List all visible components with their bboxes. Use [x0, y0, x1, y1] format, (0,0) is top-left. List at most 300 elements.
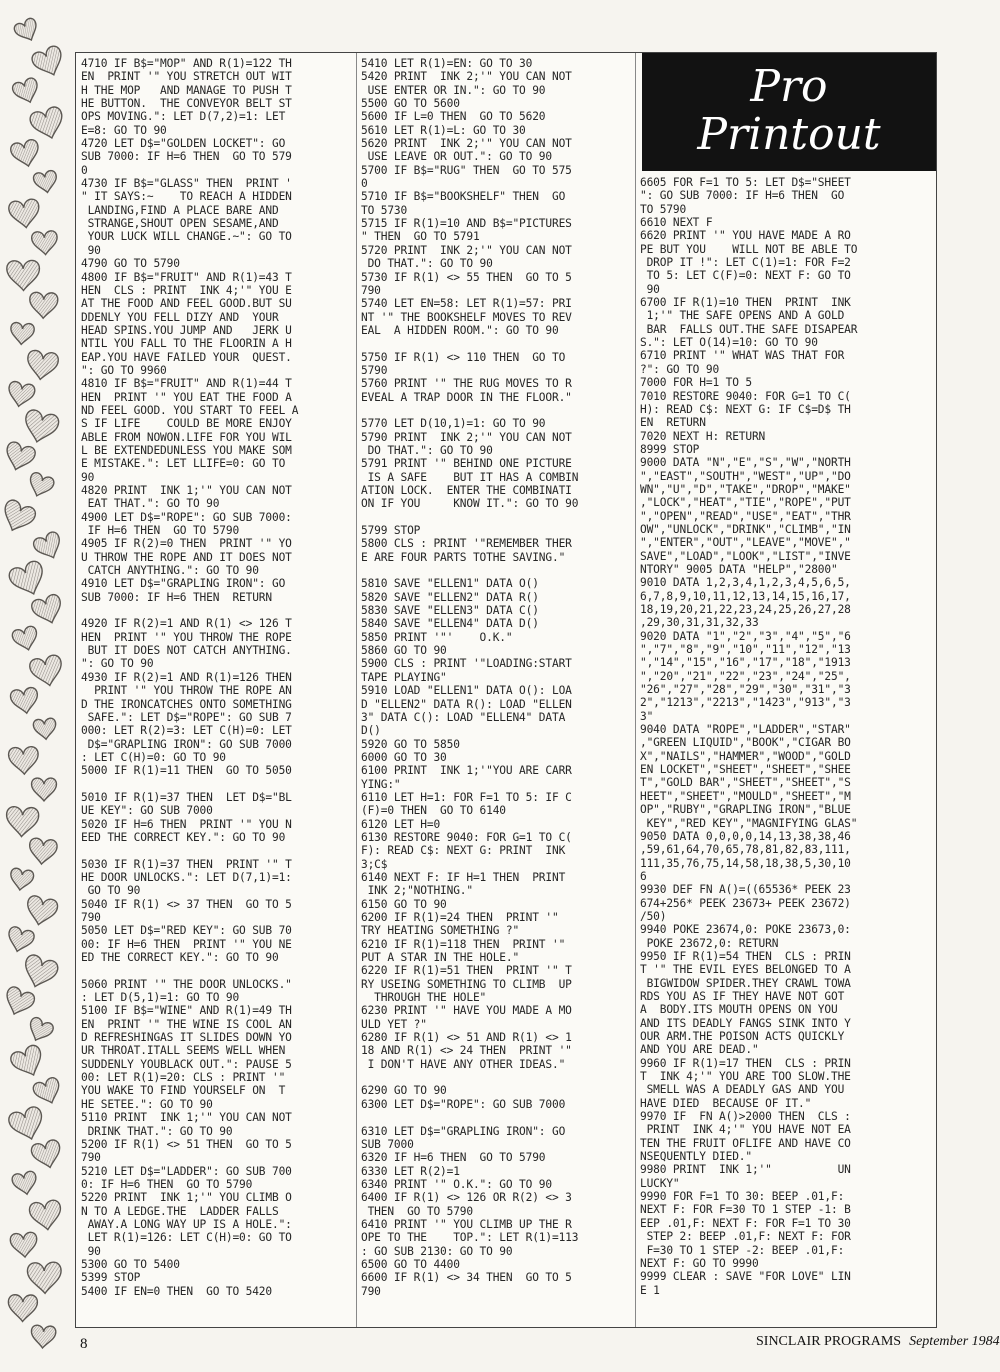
code-line: 5420 PRINT INK 2;'" YOU CAN NOT — [361, 70, 572, 84]
code-line: ": GO TO 90 — [81, 657, 154, 671]
code-line: 111,35,76,75,14,58,18,38,5,30,10 — [640, 856, 851, 870]
code-line: " IT SAYS:~ TO REACH A HIDDEN — [81, 190, 292, 204]
heart-icon — [25, 1016, 55, 1045]
code-line: 4900 LET D$="ROPE": GO SUB 7000: — [81, 510, 292, 524]
code-line: PRINT INK 4;'" YOU HAVE NOT EA — [640, 1123, 851, 1137]
code-line: 6320 IF H=6 THEN GO TO 5790 — [361, 1151, 546, 1165]
listing-column-3 — [640, 176, 930, 1297]
code-line: 9050 DATA 0,0,0,0,14,13,38,38,46 — [640, 829, 851, 843]
code-line: DRINK THAT.": GO TO 90 — [81, 1124, 233, 1138]
code-line: E ARE FOUR PARTS TOTHE SAVING." — [361, 550, 566, 564]
code-line: 5100 IF B$="WINE" AND R(1)=49 TH — [81, 1004, 292, 1018]
code-line: PE BUT YOU WILL NOT BE ABLE TO — [640, 242, 858, 256]
heart-icon — [20, 953, 60, 992]
heart-icon — [11, 1170, 39, 1196]
code-line: 5790 PRINT INK 2;'" YOU CAN NOT — [361, 430, 572, 444]
code-line: SUDDENLY YOUBLACK OUT.": PAUSE 5 — [81, 1057, 292, 1071]
code-line: 90 — [81, 243, 101, 257]
heart-icon — [30, 1139, 64, 1171]
code-line: E MISTAKE.": LET LLIFE=0: GO TO — [81, 457, 286, 471]
code-line: ATION LOCK. ENTER THE COMBINATI — [361, 484, 572, 497]
code-line: SUB 7000: IF H=6 THEN RETURN — [81, 590, 272, 604]
code-line: 4800 IF B$="FRUIT" AND R(1)=43 T — [81, 270, 292, 284]
code-line: 00: LET R(1)=20: CLS : PRINT '" — [81, 1071, 286, 1085]
code-line: 9040 DATA "ROPE","LADDER","STAR" — [640, 723, 851, 737]
heart-border-decoration — [0, 0, 70, 1372]
heart-icon — [8, 198, 41, 229]
listing-frame — [75, 52, 937, 1328]
code-line: HEN PRINT '" YOU THROW THE ROPE — [81, 630, 292, 644]
code-line: 5220 PRINT INK 1;'" YOU CLIMB O — [81, 1191, 292, 1205]
code-line: HE BUTTON. THE CONVEYOR BELT ST — [81, 97, 292, 111]
code-line: 4810 IF B$="FRUIT" AND R(1)=44 T — [81, 377, 292, 391]
code-line: 790 — [361, 283, 381, 297]
code-line: GO TO 90 — [81, 884, 141, 898]
code-line: NTORY" 9005 DATA "HELP","2800" — [640, 562, 838, 576]
code-line — [81, 778, 351, 791]
code-line: LUCKY" — [640, 1176, 680, 1190]
code-line: T '" THE EVIL EYES BELONGED TO A — [640, 963, 851, 977]
page-number: 8 — [80, 1336, 88, 1352]
heart-icon — [8, 746, 39, 775]
code-line: 5760 PRINT '" THE RUG MOVES TO R — [361, 377, 572, 391]
code-line: TRY HEATING SOMETHING ?" — [361, 924, 520, 938]
code-line: 4910 LET D$="GRAPLING IRON": GO — [81, 577, 286, 591]
code-line: ","EAST","SOUTH","WEST","UP","DO — [640, 469, 851, 483]
code-line: ?": GO TO 90 — [640, 362, 720, 376]
code-line: AWAY.A LONG WAY UP IS A HOLE.": — [81, 1217, 292, 1231]
code-line: 6110 LET H=1: FOR F=1 TO 5: IF C — [361, 790, 572, 804]
code-line: 5200 IF R(1) <> 51 THEN GO TO 5 — [81, 1137, 292, 1151]
code-line: ","7","8","9","10","11","12","13 — [640, 643, 851, 657]
code-line: 5000 IF R(1)=11 THEN GO TO 5050 — [81, 764, 292, 778]
code-line: 790 — [81, 911, 101, 924]
code-line: 6220 IF R(1)=51 THEN PRINT '" T — [361, 964, 572, 978]
code-line: STEP 2: BEEP .01,F: NEXT F: FOR — [640, 1230, 851, 1244]
code-line: 9950 IF R(1)=54 THEN CLS : PRIN — [640, 949, 851, 963]
heart-icon — [5, 926, 36, 955]
code-line: 9970 IF FN A()>2000 THEN CLS : — [640, 1110, 851, 1124]
code-line: 5500 GO TO 5600 — [361, 97, 460, 111]
code-line — [81, 604, 351, 617]
code-line: ","OPEN","READ","USE","EAT","THR — [640, 509, 851, 523]
code-line: EN PRINT '" THE WINE IS COOL AN — [81, 1017, 292, 1031]
code-line: 6230 PRINT '" HAVE YOU MADE A MO — [361, 1004, 572, 1018]
code-line: 18 AND R(1) <> 24 THEN PRINT '" — [361, 1044, 572, 1058]
code-line: POKE 23672,0: RETURN — [640, 936, 779, 950]
code-line: PRINT '" YOU THROW THE ROPE AN — [81, 684, 292, 698]
code-line: HE DOOR UNLOCKS.": LET D(7,1)=1: — [81, 870, 292, 884]
code-line: 5060 PRINT '" THE DOOR UNLOCKS." — [81, 977, 292, 991]
heart-icon — [8, 1295, 37, 1322]
code-line: DROP IT !": LET C(1)=1: FOR F=2 — [640, 256, 851, 270]
code-line: EED THE CORRECT KEY.": GO TO 90 — [81, 830, 286, 844]
code-line: "26","27","28","29","30","31","3 — [640, 683, 851, 697]
code-line: 5860 GO TO 90 — [361, 644, 447, 658]
code-line: BAR FALLS OUT.THE SAFE DISAPEAR — [640, 322, 858, 336]
code-line: 5900 CLS : PRINT '"LOADING:START — [361, 657, 572, 671]
code-line: 5740 LET EN=58: LET R(1)=57: PRI — [361, 297, 572, 311]
code-line: 5750 IF R(1) <> 110 THEN GO TO — [361, 350, 566, 364]
code-line: L BE EXTENDEDUNLESS YOU MAKE SOM — [81, 443, 292, 457]
code-line: NEXT F: GO TO 9990 — [640, 1256, 759, 1270]
code-line: 4720 LET D$="GOLDEN LOCKET": GO — [81, 137, 286, 151]
code-line: IF H=6 THEN GO TO 5790 — [81, 524, 240, 538]
code-line: 9980 PRINT INK 1;'" UN — [640, 1163, 851, 1177]
code-line: ,29,30,31,31,32,33 — [640, 616, 759, 630]
code-line — [361, 337, 631, 350]
heart-icon — [0, 498, 38, 536]
code-line: A BODY.ITS MOUTH OPENS ON YOU — [640, 1003, 838, 1017]
code-line: 00: IF H=6 THEN PRINT '" YOU NE — [81, 937, 292, 951]
code-line: 6605 FOR F=1 TO 5: LET D$="SHEET — [640, 176, 851, 189]
code-line: HEAD SPINS.YOU JUMP AND JERK U — [81, 323, 292, 337]
code-line: 5920 GO TO 5850 — [361, 737, 460, 751]
code-line: SAVE","LOAD","LOOK","LIST","INVE — [640, 549, 851, 563]
code-line: 90 — [81, 1244, 101, 1258]
code-line: YOU WAKE TO FIND YOURSELF ON T — [81, 1084, 286, 1098]
code-line: DO THAT.": GO TO 90 — [361, 257, 493, 271]
code-line: 5210 LET D$="LADDER": GO SUB 700 — [81, 1164, 292, 1178]
code-line: 6290 GO TO 90 — [361, 1084, 447, 1098]
code-line: 5600 IF L=0 THEN GO TO 5620 — [361, 110, 546, 124]
code-line: YOUR LUCK WILL CHANGE.~": GO TO — [81, 230, 292, 244]
code-line: 4710 IF B$="MOP" AND R(1)=122 TH — [81, 57, 292, 70]
code-line: TO 5: LET C(F)=0: NEXT F: GO TO — [640, 269, 851, 283]
code-line: BUT IT DOES NOT CATCH ANYTHING. — [81, 644, 292, 658]
issue-date: September 1984 — [909, 1334, 1000, 1349]
code-line: 790 — [361, 1284, 381, 1298]
heart-icon — [7, 260, 40, 290]
code-line: 6100 PRINT INK 1;'"YOU ARE CARR — [361, 764, 572, 778]
code-line: N TO A LEDGE.THE LADDER FALLS — [81, 1204, 279, 1218]
code-line: THEN GO TO 5790 — [361, 1204, 473, 1218]
code-line: (F)=0 THEN GO TO 6140 — [361, 804, 506, 818]
code-line: ": GO SUB 7000: IF H=6 THEN GO — [640, 189, 845, 203]
code-line: OP","RUBY","GRAPLING IRON","BLUE — [640, 803, 851, 817]
code-line: INK 2;"NOTHING." — [361, 884, 473, 898]
code-line: 4820 PRINT INK 1;'" YOU CAN NOT — [81, 484, 292, 497]
code-line: 6200 IF R(1)=24 THEN PRINT '" — [361, 911, 559, 924]
code-line: 5800 CLS : PRINT '"REMEMBER THER — [361, 537, 572, 551]
heart-icon — [10, 1232, 38, 1258]
code-line: D$="GRAPLING IRON": GO SUB 7000 — [81, 737, 292, 751]
code-line: " THEN GO TO 5791 — [361, 230, 480, 244]
code-line: 6700 IF R(1)=10 THEN PRINT INK — [640, 296, 851, 310]
code-line: LANDING,FIND A PLACE BARE AND — [81, 203, 279, 217]
code-line: 5400 IF EN=0 THEN GO TO 5420 — [81, 1284, 272, 1298]
code-line: EEP .01,F: NEXT F: FOR F=1 TO 30 — [640, 1216, 851, 1230]
code-line: 6620 PRINT '" YOU HAVE MADE A RO — [640, 229, 851, 243]
code-line: 6,7,8,9,10,11,12,13,14,15,16,17, — [640, 589, 851, 603]
code-line: ULD YET ?" — [361, 1017, 427, 1031]
code-line: 4930 IF R(2)=1 AND R(1)=126 THEN — [81, 670, 292, 684]
code-line: AND YOU ARE DEAD." — [640, 1043, 759, 1057]
code-line: 5050 LET D$="RED KEY": GO SUB 70 — [81, 924, 292, 938]
code-line: AT THE FOOD AND FEEL GOOD.BUT SU — [81, 297, 292, 311]
code-line: 5770 LET D(10,1)=1: GO TO 90 — [361, 417, 546, 431]
code-line: T INK 4;'" YOU ARE TOO SLOW.THE — [640, 1070, 851, 1084]
code-line: TO 5730 — [361, 203, 408, 217]
code-line — [361, 1111, 631, 1124]
code-line: 5830 SAVE "ELLEN3" DATA C() — [361, 604, 539, 618]
pro-printout-banner — [642, 53, 936, 171]
code-line: ","14","15","16","17","18","1913 — [640, 656, 851, 670]
code-line: OUR ARM.THE POISON ACTS QUICKLY — [640, 1030, 845, 1043]
heart-icon — [28, 838, 58, 866]
code-line: ,"GREEN LIQUID","BOOK","CIGAR BO — [640, 736, 851, 750]
code-line: USE ENTER OR IN.": GO TO 90 — [361, 83, 546, 97]
code-line: 5840 SAVE "ELLEN4" DATA D() — [361, 617, 539, 631]
code-line: SUB 7000: IF H=6 THEN GO TO 579 — [81, 150, 292, 164]
heart-icon — [11, 625, 40, 653]
heart-icon — [27, 1262, 62, 1294]
code-line: HEN PRINT '" YOU EAT THE FOOD A — [81, 390, 292, 404]
code-line: 5710 IF B$="BOOKSHELF" THEN GO — [361, 190, 566, 204]
code-line: EAT THAT.": GO TO 90 — [81, 497, 220, 511]
code-line: 790 — [81, 1151, 101, 1165]
code-line: 5030 IF R(1)=37 THEN PRINT '" T — [81, 857, 292, 871]
code-line: ND FEEL GOOD. YOU START TO FEEL A — [81, 403, 299, 417]
code-line: TAPE PLAYING" — [361, 670, 447, 684]
code-line: I DON'T HAVE ANY OTHER IDEAS." — [361, 1057, 566, 1071]
code-line: 6500 GO TO 4400 — [361, 1257, 460, 1271]
code-line: KEY","RED KEY","MAGNIFYING GLAS" — [640, 816, 858, 830]
code-line: 4730 IF B$="GLASS" THEN PRINT ' — [81, 177, 292, 191]
heart-icon — [28, 1199, 63, 1232]
code-line: DO THAT.": GO TO 90 — [361, 443, 493, 457]
code-line: 5715 IF R(1)=10 AND B$="PICTURES — [361, 217, 572, 231]
code-line: F=30 TO 1 STEP -2: BEEP .01,F: — [640, 1243, 845, 1257]
code-line: OPE TO THE TOP.": LET R(1)=113 — [361, 1231, 579, 1245]
code-line: SUB 7000 — [361, 1137, 414, 1151]
code-line: T","GOLD BAR","SHEET","SHEET","S — [640, 776, 851, 790]
heart-icon — [26, 471, 56, 500]
code-line: 9960 IF R(1)=17 THEN CLS : PRIN — [640, 1056, 851, 1070]
code-line: 674+256* PEEK 23673+ PEEK 23672) — [640, 896, 851, 910]
code-line: 000: LET R(2)=3: LET C(H)=0: LET — [81, 724, 292, 738]
code-line: 90 — [640, 282, 660, 296]
code-line: D "ELLEN2" DATA R(): LOAD "ELLEN — [361, 697, 572, 711]
code-line: 8999 STOP — [640, 442, 700, 456]
code-line: S IF LIFE COULD BE MORE ENJOY — [81, 417, 292, 431]
code-line: 6610 NEXT F — [640, 216, 713, 230]
code-line: 7010 RESTORE 9040: FOR G=1 TO C( — [640, 389, 851, 403]
code-line: 5790 — [361, 363, 388, 377]
code-line: EN PRINT '" YOU STRETCH OUT WIT — [81, 70, 292, 84]
code-line: 5300 GO TO 5400 — [81, 1257, 180, 1271]
code-line: HEET","SHEET","MOULD","SHEET","M — [640, 789, 851, 803]
heart-icon — [11, 77, 42, 107]
code-line: NTIL YOU FALL TO THE FLOORIN A H — [81, 337, 292, 351]
code-line: 6330 LET R(2)=1 — [361, 1164, 460, 1178]
heart-icon — [31, 230, 58, 255]
code-line: 5910 LOAD "ELLEN1" DATA O(): LOA — [361, 684, 572, 698]
code-line — [361, 1071, 631, 1084]
magazine-footer — [756, 1334, 1000, 1350]
column-divider — [635, 53, 636, 1327]
code-line: 4920 IF R(2)=1 AND R(1) <> 126 T — [81, 617, 292, 631]
code-line: 6130 RESTORE 9040: FOR G=1 TO C( — [361, 830, 572, 844]
code-line: E 1 — [640, 1283, 660, 1297]
heart-icon — [28, 654, 65, 689]
heart-icon — [24, 895, 59, 928]
heart-icon — [33, 170, 59, 195]
code-line: EN LOCKET","SHEET","SHEET","SHEE — [640, 763, 851, 777]
code-line: EAP.YOU HAVE FAILED YOUR QUEST. — [81, 350, 292, 364]
code-line: 5700 IF B$="RUG" THEN GO TO 575 — [361, 163, 572, 177]
code-line: : LET D(5,1)=1: GO TO 90 — [81, 991, 240, 1005]
code-line — [361, 564, 631, 577]
code-line: HEN CLS : PRINT INK 4;'" YOU E — [81, 283, 292, 297]
code-line: 5730 IF R(1) <> 55 THEN GO TO 5 — [361, 270, 572, 284]
code-line: X","NAILS","HAMMER","WOOD","GOLD — [640, 749, 851, 763]
code-line: OPS MOVING.": LET D(7,2)=1: LET — [81, 110, 286, 124]
code-line: TEN THE FRUIT OFLIFE AND HAVE CO — [640, 1136, 851, 1150]
code-line: 5850 PRINT '"' O.K." — [361, 630, 513, 644]
code-line: 6600 IF R(1) <> 34 THEN GO TO 5 — [361, 1271, 572, 1285]
code-line: 6340 PRINT '" O.K.": GO TO 90 — [361, 1177, 552, 1191]
code-line: 5820 SAVE "ELLEN2" DATA R() — [361, 590, 539, 604]
heart-icon — [7, 559, 49, 600]
heart-icon — [33, 718, 57, 741]
code-line: IS A SAFE BUT IT HAS A COMBIN — [361, 470, 579, 484]
code-line: 9930 DEF FN A()=((65536* PEEK 23 — [640, 883, 851, 897]
code-line — [81, 844, 351, 857]
code-line: ,59,61,64,70,65,78,81,82,83,111, — [640, 843, 851, 857]
code-line: 6280 IF R(1) <> 51 AND R(1) <> 1 — [361, 1031, 572, 1045]
code-line: /50) — [640, 909, 667, 923]
code-line: USE LEAVE OR OUT.": GO TO 90 — [361, 150, 552, 164]
code-line: 5720 PRINT INK 2;'" YOU CAN NOT — [361, 243, 572, 257]
column-divider — [356, 53, 357, 1327]
code-line: NEXT F: FOR F=30 TO 1 STEP -1: B — [640, 1203, 851, 1217]
code-line: 9990 FOR F=1 TO 30: BEEP .01,F: — [640, 1190, 845, 1204]
code-line: 2","1213","2213","1423","913","3 — [640, 696, 851, 710]
code-line: H THE MOP AND MANAGE TO PUSH T — [81, 83, 292, 97]
listing-column-2 — [361, 57, 631, 1298]
code-line: 9999 CLEAR : SAVE "FOR LOVE" LIN — [640, 1270, 851, 1284]
code-line: 6120 LET H=0 — [361, 817, 441, 831]
magazine-name: SINCLAIR PROGRAMS — [756, 1334, 902, 1349]
heart-icon — [2, 440, 37, 473]
heart-icon — [7, 1105, 48, 1144]
code-line: STRANGE,SHOUT OPEN SESAME,AND — [81, 217, 279, 231]
code-line: ": GO TO 9960 — [81, 363, 167, 377]
code-line: E=8: GO TO 90 — [81, 123, 167, 137]
code-line: 6310 LET D$="GRAPLING IRON": GO — [361, 1124, 566, 1138]
code-line: 5399 STOP — [81, 1271, 141, 1285]
code-line: D THE IRONCATCHES ONTO SOMETHING — [81, 697, 292, 711]
code-line: 6150 GO TO 90 — [361, 897, 447, 911]
code-line: D() — [361, 724, 381, 738]
code-line: OW","UNLOCK","DRINK","CLIMB","IN — [640, 522, 851, 536]
heart-icon — [5, 806, 39, 837]
code-line: 9940 POKE 23674,0: POKE 23673,0: — [640, 923, 851, 937]
heart-icon — [10, 687, 40, 716]
code-line: 9010 DATA 1,2,3,4,1,2,3,4,5,6,5, — [640, 576, 851, 590]
code-line — [361, 511, 631, 524]
heart-icon — [9, 868, 35, 892]
code-line: 6140 NEXT F: IF H=1 THEN PRINT — [361, 870, 566, 884]
code-line: ED THE CORRECT KEY.": GO TO 90 — [81, 951, 279, 965]
code-line: RY USEING SOMETHING TO CLIMB UP — [361, 977, 572, 991]
code-line: WN","U","D","TAKE","DROP","MAKE" — [640, 482, 851, 496]
code-line: D REFRESHINGAS IT SLIDES DOWN YO — [81, 1031, 292, 1045]
code-line: ABLE FROM NOWON.LIFE FOR YOU WIL — [81, 430, 292, 444]
code-line: 0: IF H=6 THEN GO TO 5790 — [81, 1177, 253, 1191]
code-line: 5010 IF R(1)=37 THEN LET D$="BL — [81, 790, 292, 804]
code-line: YING:" — [361, 777, 401, 791]
code-line: EAL A HIDDEN ROOM.": GO TO 90 — [361, 323, 559, 337]
code-line: NSEQUENTLY DIED." — [640, 1150, 752, 1164]
listing-column-1 — [81, 57, 351, 1298]
code-line: ","20","21","22","23","24","25", — [640, 669, 851, 683]
code-line: 90 — [81, 470, 95, 484]
heart-icon — [1, 985, 36, 1019]
heart-icon — [29, 292, 58, 319]
code-line: H): READ C$: NEXT G: IF C$=D$ TH — [640, 402, 851, 416]
heart-icon — [32, 530, 66, 563]
code-line: EN RETURN — [640, 416, 706, 430]
code-line: 5791 PRINT '" BEHIND ONE PICTURE — [361, 457, 572, 471]
code-line — [81, 964, 351, 977]
code-line: 5110 PRINT INK 1;'" YOU CAN NOT — [81, 1111, 292, 1125]
code-line: ON IF YOU KNOW IT.": GO TO 90 — [361, 497, 579, 511]
code-line: S.": LET O(14)=10: GO TO 90 — [640, 336, 818, 350]
code-line: RDS YOU AS IF THEY HAVE NOT GOT — [640, 989, 845, 1003]
code-line: 6210 IF R(1)=118 THEN PRINT '" — [361, 937, 566, 951]
code-line: : LET C(H)=0: GO TO 90 — [81, 750, 226, 764]
code-line: SAFE.": LET D$="ROPE": GO SUB 7 — [81, 710, 292, 724]
code-line: 6410 PRINT '" YOU CLIMB UP THE R — [361, 1217, 572, 1231]
code-line: 6 — [640, 869, 647, 883]
banner-title-line-2: Printout — [697, 109, 881, 160]
code-line: F): READ C$: NEXT G: PRINT INK — [361, 844, 566, 858]
code-line: 6710 PRINT '" WHAT WAS THAT FOR — [640, 349, 845, 363]
code-line: UE KEY": GO SUB 7000 — [81, 804, 213, 818]
banner-title-line-1: Pro — [750, 61, 828, 112]
code-line: LET R(1)=126: LET C(H)=0: GO TO — [81, 1231, 292, 1245]
heart-icon — [25, 350, 59, 382]
code-line: DDENLY YOU FELL DIZY AND YOUR — [81, 310, 279, 324]
code-line: 7020 NEXT H: RETURN — [640, 429, 766, 443]
code-line: 5620 PRINT INK 2;'" YOU CAN NOT — [361, 137, 572, 151]
code-line: ,"LOCK","HEAT","TIE","ROPE","PUT — [640, 496, 851, 510]
code-line: 9020 DATA "1","2","3","4","5","6 — [640, 629, 851, 643]
heart-icon — [32, 778, 57, 801]
heart-icon — [6, 381, 36, 409]
code-line: 9000 DATA "N","E","S","W","NORTH — [640, 456, 851, 470]
code-line: 4790 GO TO 5790 — [81, 257, 180, 271]
code-line: NT '" THE BOOKSHELF MOVES TO REV — [361, 310, 572, 324]
heart-icon — [30, 44, 68, 80]
code-line: 4905 IF R(2)=0 THEN PRINT '" YO — [81, 537, 292, 551]
heart-icon — [9, 138, 41, 169]
code-line: SMELL WAS A DEADLY GAS AND YOU — [640, 1083, 845, 1097]
heart-icon — [13, 17, 42, 45]
code-line: 5799 STOP — [361, 524, 421, 538]
code-line: BIGWIDOW SPIDER.THEY CRAWL TOWA — [640, 976, 851, 990]
code-line: EVEAL A TRAP DOOR IN THE FLOOR." — [361, 390, 572, 404]
code-line: 5610 LET R(1)=L: GO TO 30 — [361, 123, 526, 137]
code-line: CATCH ANYTHING.": GO TO 90 — [81, 564, 259, 578]
heart-icon — [30, 1325, 56, 1349]
code-line: 18,19,20,21,22,23,24,25,26,27,28 — [640, 603, 851, 616]
code-line: 5410 LET R(1)=EN: GO TO 30 — [361, 57, 533, 70]
code-line: 6400 IF R(1) <> 126 OR R(2) <> 3 — [361, 1191, 572, 1205]
heart-icon — [30, 593, 66, 627]
